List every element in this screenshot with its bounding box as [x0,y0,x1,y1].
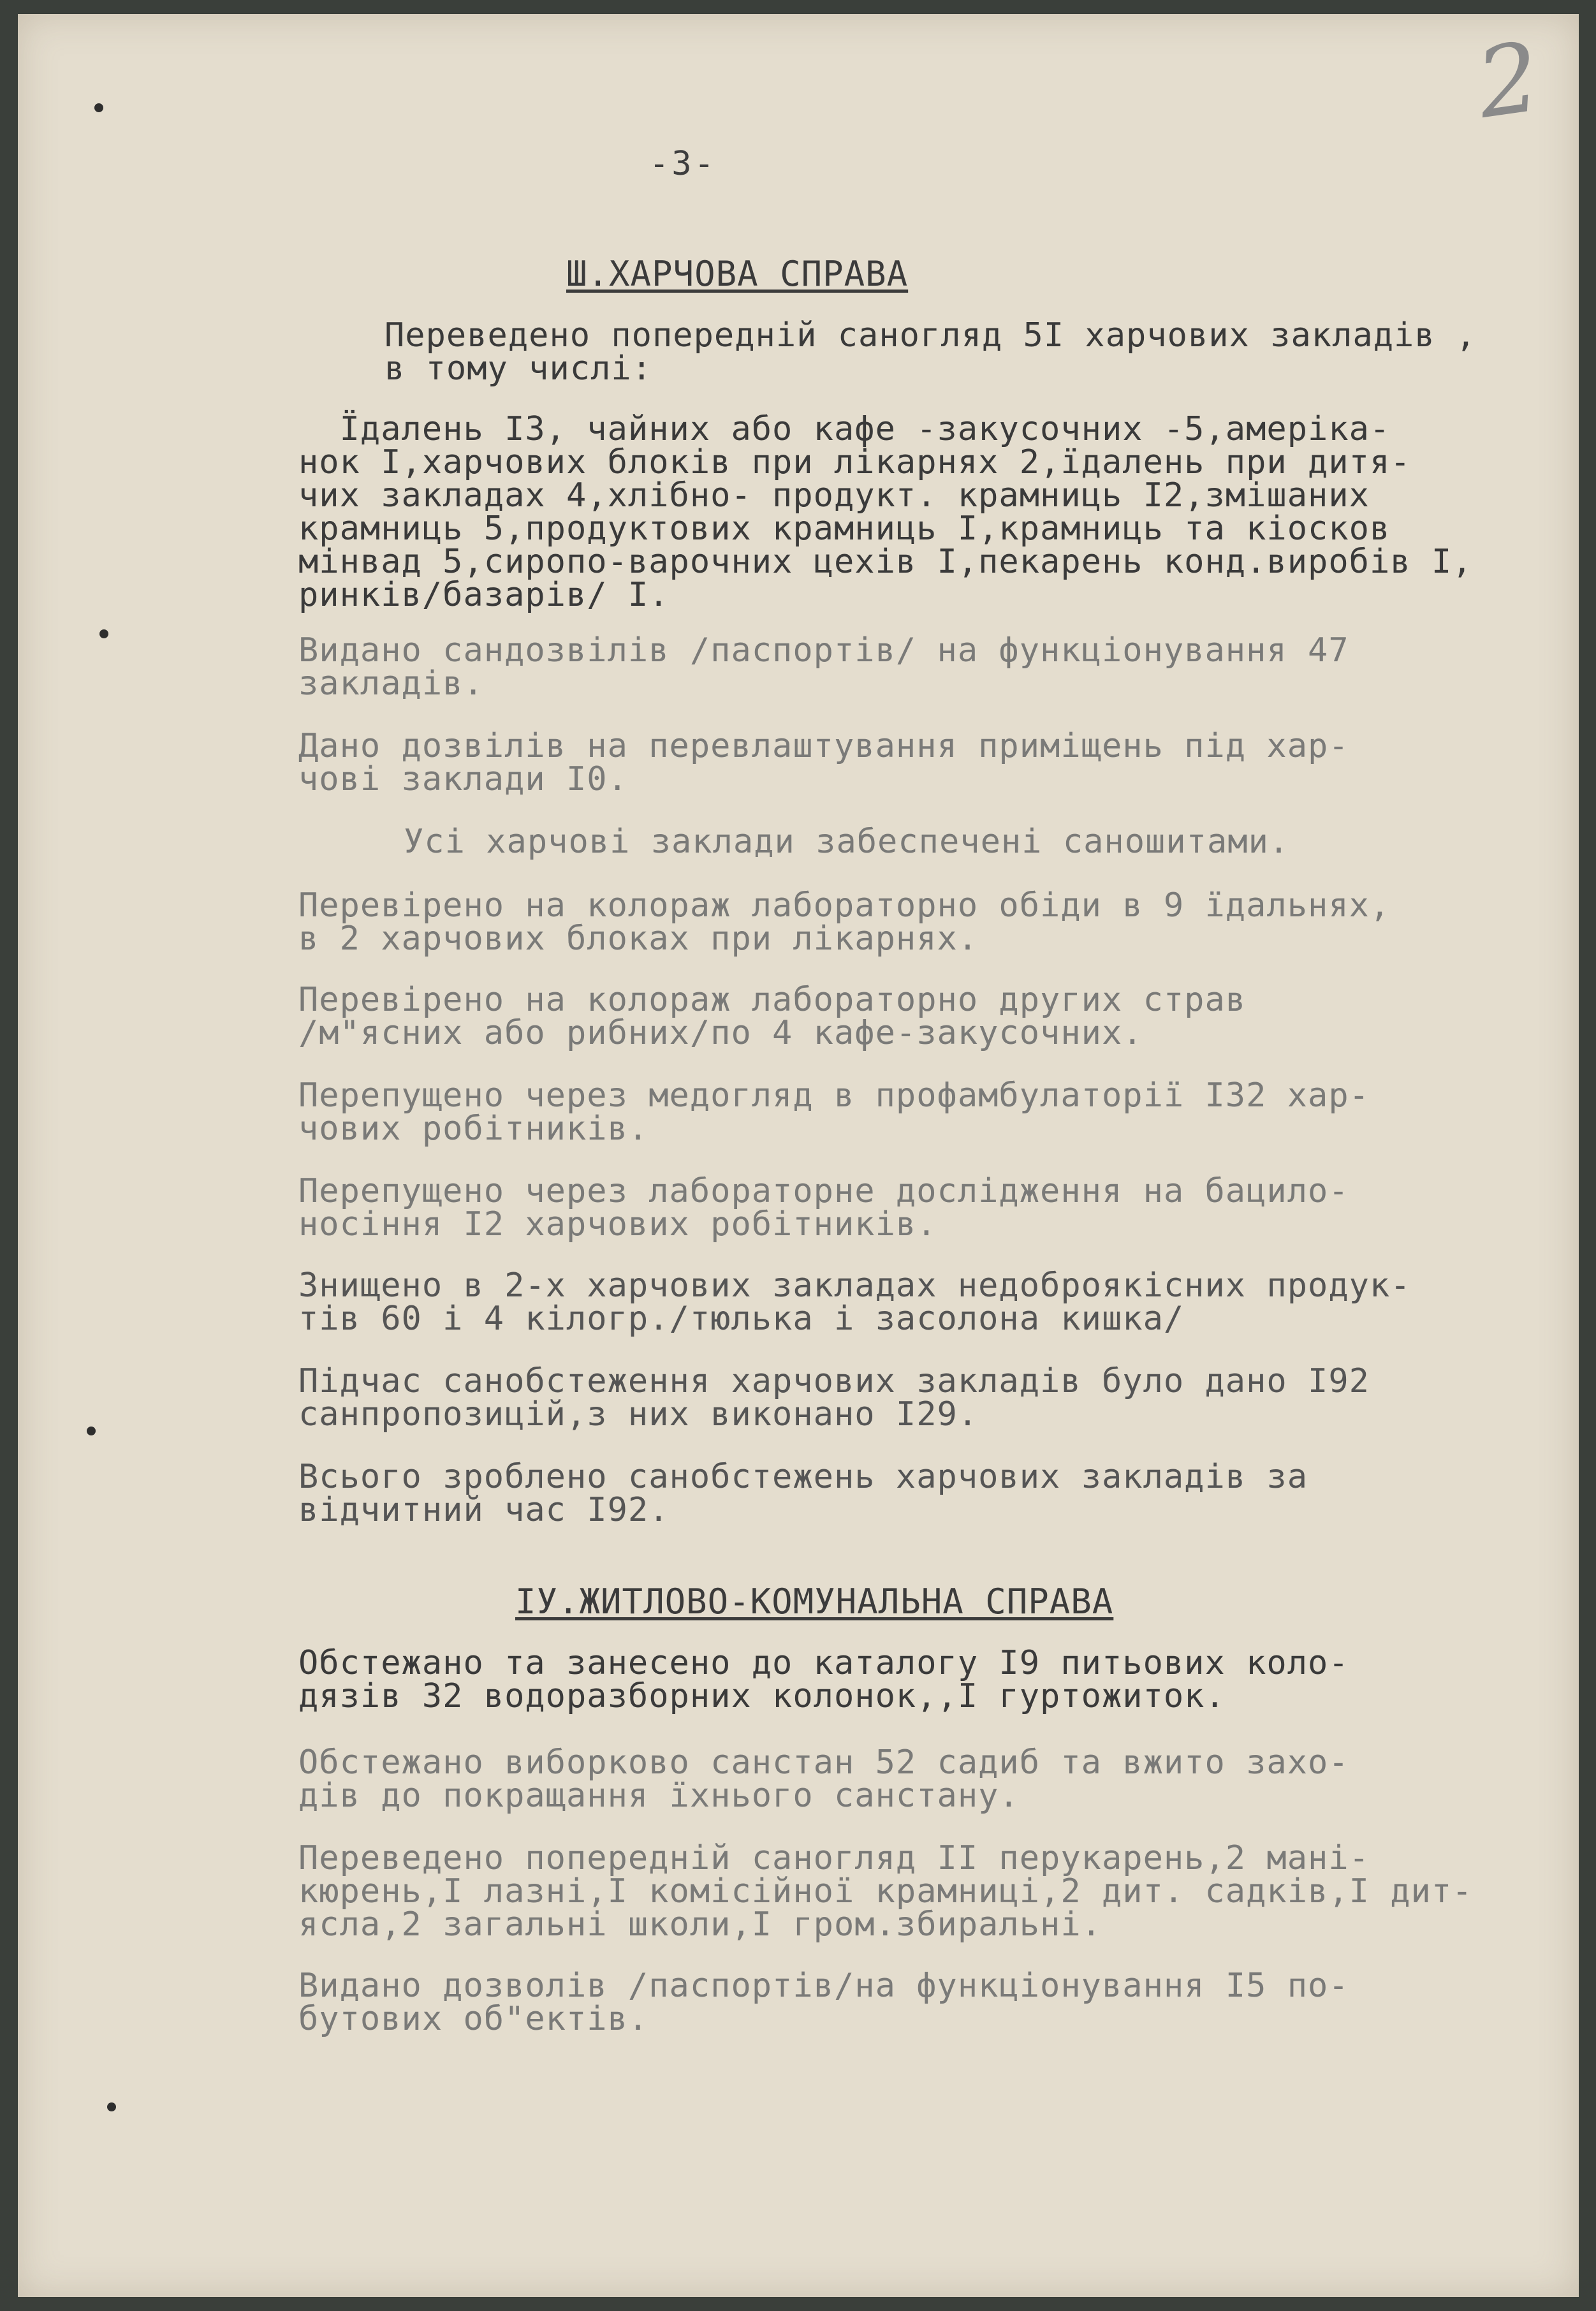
margin-mark [107,2102,116,2111]
paragraph-food-8: Перепущено через медогляд в профамбулаторії I32 хар- чових робітників. [298,1076,1370,1148]
document-page [18,14,1579,2297]
paragraph-food-5: Усі харчові заклади забеспечені саношитами. [404,823,1290,861]
paragraph-food-7: Перевірено на колораж лабораторно других страв /м"ясних або рибних/по 4 кафе-закусочних. [298,981,1247,1052]
paragraph-food-12: Всього зроблено санобстежень харчових закладів за відчитний час I92. [298,1458,1308,1529]
margin-mark [99,629,108,638]
paragraph-food-1: Переведено попередній саногляд 5I харчових закладів , в тому числі: [384,316,1477,388]
paragraph-food-10: Знищено в 2-х харчових закладах недоброякісних продук- тів 60 і 4 кілогр./тюлька і засолона кишка/ [298,1266,1411,1338]
margin-mark [94,103,103,112]
paragraph-food-2: Їдалень I3, чайних або кафе -закусочних -5,амеріка- нок I,харчових блоків при лікарнях 2,їдалень при дитя- чих закладах 4,хлібно- продукт. крамниць I2,змішаних крамниць 5,продуктових крамниць I,крамниць та кіосков мінвад 5,сиропо-варочних цехів I,пекарень конд.виробів I, ринків/базарів/ I. [298,410,1473,614]
paragraph-food-11: Підчас санобстеження харчових закладів було дано I92 санпропозицій,з них виконано I29. [298,1362,1370,1434]
paragraph-housing-2: Обстежано виборково санстан 52 садиб та вжито захо- дів до покращання їхнього санстану. [298,1743,1349,1815]
paragraph-housing-4: Видано дозволів /паспортів/на функціонування I5 по- бутових об"ектів. [298,1967,1349,2038]
margin-mark [87,1427,96,1435]
section-heading-housing: IУ.ЖИТЛОВО-КОМУНАЛЬНА СПРАВА [515,1581,1114,1622]
paragraph-food-9: Перепущено через лабораторне дослідження на бацило- носіння I2 харчових робітників. [298,1172,1349,1244]
section-heading-food: Ш.ХАРЧОВА СПРАВА [566,254,909,294]
archive-page-number: 2 [1470,22,1547,140]
paragraph-food-3: Видано сандозвілів /паспортів/ на функціонування 47 закладів. [298,631,1349,703]
paragraph-food-6: Перевірено на колораж лабораторно обіди в 9 їдальнях, в 2 харчових блоках при лікарнях. [298,886,1391,958]
paragraph-housing-1: Обстежано та занесено до каталогу I9 питьових коло- дязів 32 водоразборних колонок,,I гуртожиток. [298,1644,1349,1715]
page-number: -3- [649,145,717,183]
paragraph-housing-3: Переведено попередній саногляд II перукарень,2 мані- кюрень,I лазні,I комісійної крамниці,2 дит. садків,I дит- ясла,2 загальні школи,I гром.збиральні. [298,1839,1473,1944]
paragraph-food-4: Дано дозвілів на перевлаштування приміщень під хар- чові заклади I0. [298,727,1349,798]
